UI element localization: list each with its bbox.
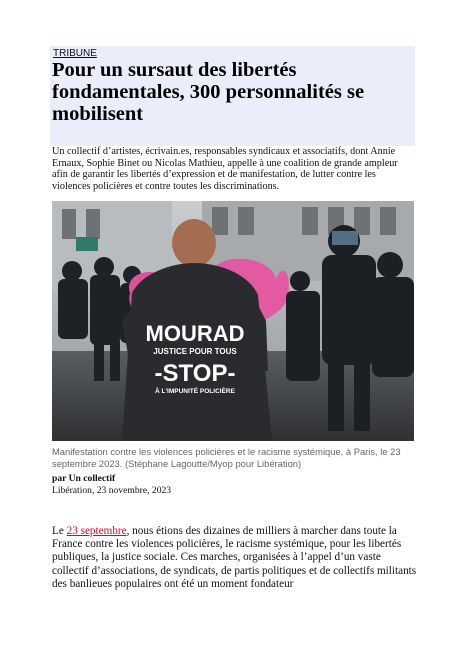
byline-author: par Un collectif bbox=[52, 473, 116, 484]
byline-source: Libération, 23 novembre, 2023 bbox=[52, 485, 172, 496]
article-body bbox=[52, 525, 418, 591]
photo-caption: Manifestation contre les violences policières et le racisme systémique, à Paris, le 23 septembre 2023. (Stéphane Lagoutte/Myop pour Libération) bbox=[52, 446, 401, 469]
section-kicker[interactable]: TRIBUNE bbox=[53, 48, 97, 59]
date-link[interactable]: 23 septembre bbox=[66, 525, 127, 537]
shirt-text-name: MOURAD bbox=[145, 321, 245, 346]
byline bbox=[52, 473, 414, 497]
article-standfirst: Un collectif d’artistes, écrivain.es, responsables syndicaux et associatifs, dont Annie Ernaux, Sophie Binet ou Nicolas Mathieu, appelle à une coalition de grande ampleur afin de garantir les libertés d’expression et de manifestation, de lutter contre les violences policières et contre toutes les discriminations. bbox=[52, 146, 398, 192]
article-title: Pour un sursaut des libertés fondamentales, 300 personnalités se mobilisent bbox=[52, 59, 365, 125]
shirt-text-stop: -STOP- bbox=[154, 360, 236, 387]
article-photo bbox=[52, 201, 414, 441]
protest-photo-illustration bbox=[52, 201, 414, 441]
body-lead: Le bbox=[52, 525, 67, 537]
shirt-text-impunite: À L'IMPUNITÉ POLICIÈRE bbox=[155, 388, 235, 395]
shirt-text-justice: JUSTICE POUR TOUS bbox=[153, 347, 237, 356]
body-text: , nous étions des dizaines de milliers à marcher dans toute la France contre les violences policières, le racisme systémique, pour les libertés publiques, la justice sociale. Ces marches, organisées à l’appel d’un vaste collectif d’associations, de syndicats, de partis politiques et de collectifs militants des banlieues populaires ont été un moment fondateur bbox=[52, 525, 417, 590]
